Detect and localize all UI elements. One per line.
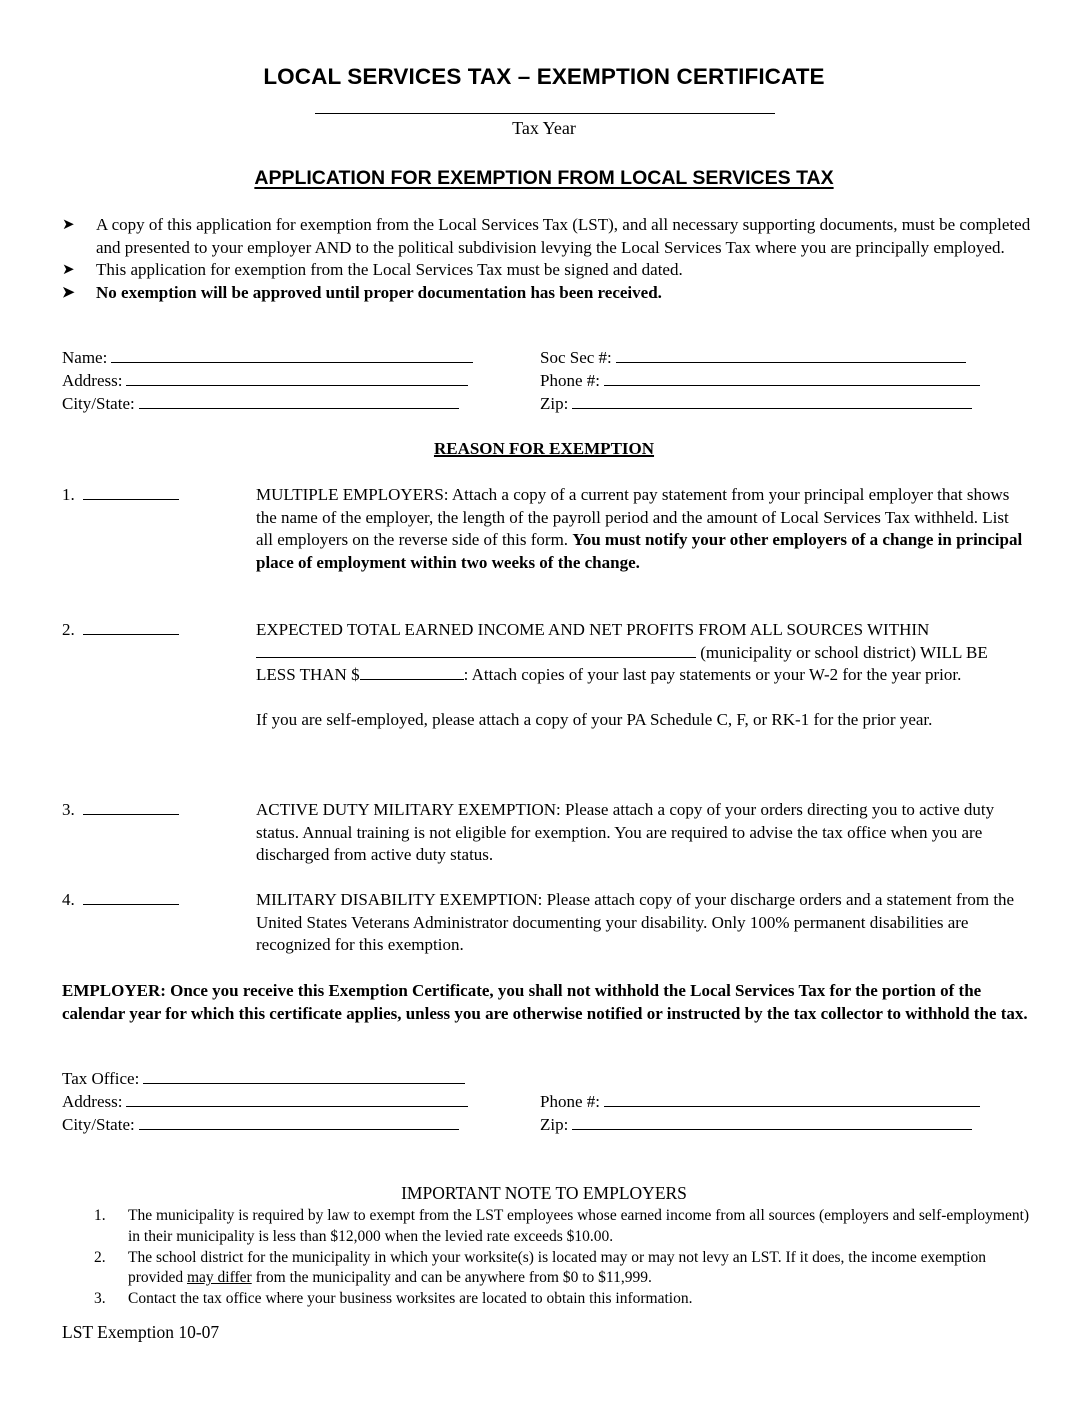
reason-description: EXPECTED TOTAL EARNED INCOME AND NET PROFITS FROM ALL SOURCES WITHIN (municipality or school district) WILL BE LESS THAN $ : Attach copies of your last pay statements or your W-2 for the year prior. If you are self-employed, please attach a copy of your PA Schedule C, F, or RK-1 for the prior year. [256, 619, 1026, 731]
tax-year-input-line[interactable] [315, 113, 775, 114]
reason-description: MULTIPLE EMPLOYERS: Attach a copy of a current pay statement from your principal employer that shows the name of the employer, the length of the payroll period and the amount of Local Services Tax withheld. List all employers on the reverse side of this form. You must notify your other employers of a change in principal place of employment within two weeks of the change. [256, 485, 1023, 572]
instruction-item: ➤ This application for exemption from the Local Services Tax must be signed and dated. [62, 259, 1032, 282]
tax-office-field [62, 1068, 465, 1090]
name-field [62, 347, 473, 369]
tax-office-address-input[interactable] [126, 1091, 468, 1107]
zip-label: Zip: [540, 1115, 569, 1134]
reason-1-check-input[interactable] [83, 484, 179, 500]
municipality-input[interactable] [256, 642, 696, 658]
instruction-item: ➤ A copy of this application for exemption from the Local Services Tax (LST), and all necessary supporting documents, must be completed and presented to your employer AND to the political subdivision levying the Local Services Tax where you are principally employed. [62, 214, 1032, 259]
reason-number: 2. [62, 620, 75, 639]
zip-input[interactable] [572, 393, 972, 409]
reason-3-check-input[interactable] [83, 799, 179, 815]
phone-input[interactable] [604, 370, 980, 386]
ssn-label: Soc Sec #: [540, 348, 612, 367]
address-input[interactable] [126, 370, 468, 386]
reason-2-check-input[interactable] [83, 619, 179, 635]
reason-number: 3. [62, 800, 75, 819]
name-input[interactable] [111, 347, 473, 363]
city-state-label: City/State: [62, 394, 135, 413]
city-state-label: City/State: [62, 1115, 135, 1134]
self-employed-note: If you are self-employed, please attach a copy of your PA Schedule C, F, or RK-1 for the prior year. [256, 709, 933, 729]
address-field [62, 370, 468, 392]
note-item: 3. Contact the tax office where your business worksites are located to obtain this information. [94, 1290, 693, 1308]
form-id-footer: LST Exemption 10-07 [62, 1322, 220, 1342]
notes-heading: IMPORTANT NOTE TO EMPLOYERS [401, 1183, 687, 1203]
ssn-field [540, 347, 966, 369]
reason-number: 4. [62, 890, 75, 909]
phone-label: Phone #: [540, 371, 600, 390]
tax-office-phone-field [540, 1091, 980, 1113]
arrowhead-bullet-icon: ➤ [62, 217, 75, 233]
note-item: 2. The school district for the municipality in which your worksite(s) is located may or may not levy an LST. If it does, the income exemption provided may differ from the municipality and can be anywhere from $0 to $11,999. [94, 1248, 987, 1287]
phone-field [540, 370, 980, 392]
income-amount-input[interactable] [360, 664, 464, 680]
tax-office-label: Tax Office: [62, 1069, 140, 1088]
tax-office-city-state-input[interactable] [139, 1114, 459, 1130]
tax-year-label: Tax Year [512, 118, 576, 138]
zip-label: Zip: [540, 394, 569, 413]
reason-number: 1. [62, 485, 75, 504]
application-subtitle: APPLICATION FOR EXEMPTION FROM LOCAL SERVICES TAX [254, 167, 834, 189]
city-state-field [62, 393, 459, 415]
tax-office-zip-input[interactable] [572, 1114, 972, 1130]
notes-list [94, 1206, 1034, 1310]
tax-office-input[interactable] [143, 1068, 465, 1084]
instruction-item: ➤ No exemption will be approved until proper documentation has been received. [62, 282, 1032, 305]
instructions-list [62, 214, 1032, 305]
arrowhead-bullet-icon: ➤ [62, 262, 75, 279]
phone-label: Phone #: [540, 1092, 600, 1111]
reason-4-check-input[interactable] [83, 889, 179, 905]
note-item: 1. The municipality is required by law to exempt from the LST employees whose earned income from all sources (employers and self-employment) in their municipality is less than $12,000 when the levied rate exceeds $10.00. [94, 1207, 1030, 1245]
address-label: Address: [62, 1092, 123, 1111]
arrowhead-bullet-icon: ➤ [62, 285, 75, 302]
tax-office-zip-field [540, 1114, 972, 1136]
address-label: Address: [62, 371, 123, 390]
employer-notice: EMPLOYER: Once you receive this Exemption Certificate, you shall not withhold the Local Services Tax for the portion of the calendar year for which this certificate applies, unless you are otherwise notified or instructed by the tax collector to withhold the tax. [62, 981, 1028, 1023]
city-state-input[interactable] [139, 393, 459, 409]
reason-description: ACTIVE DUTY MILITARY EXEMPTION: Please attach a copy of your orders directing you to active duty status. Annual training is not eligible for exemption. You are required to advise the tax office when you are discharged from active duty status. [256, 800, 995, 865]
tax-office-phone-input[interactable] [604, 1091, 980, 1107]
name-label: Name: [62, 348, 108, 367]
reason-heading: REASON FOR EXEMPTION [433, 439, 655, 458]
ssn-input[interactable] [616, 347, 966, 363]
document-title: LOCAL SERVICES TAX – EXEMPTION CERTIFICATE [263, 64, 825, 89]
reason-description: MILITARY DISABILITY EXEMPTION: Please attach copy of your discharge orders and a statement from the United States Veterans Administrator documenting your disability. Only 100% permanent disabilities are recognized for this exemption. [256, 890, 1015, 955]
tax-office-address-field [62, 1091, 468, 1113]
tax-office-city-state-field [62, 1114, 459, 1136]
zip-field [540, 393, 972, 415]
